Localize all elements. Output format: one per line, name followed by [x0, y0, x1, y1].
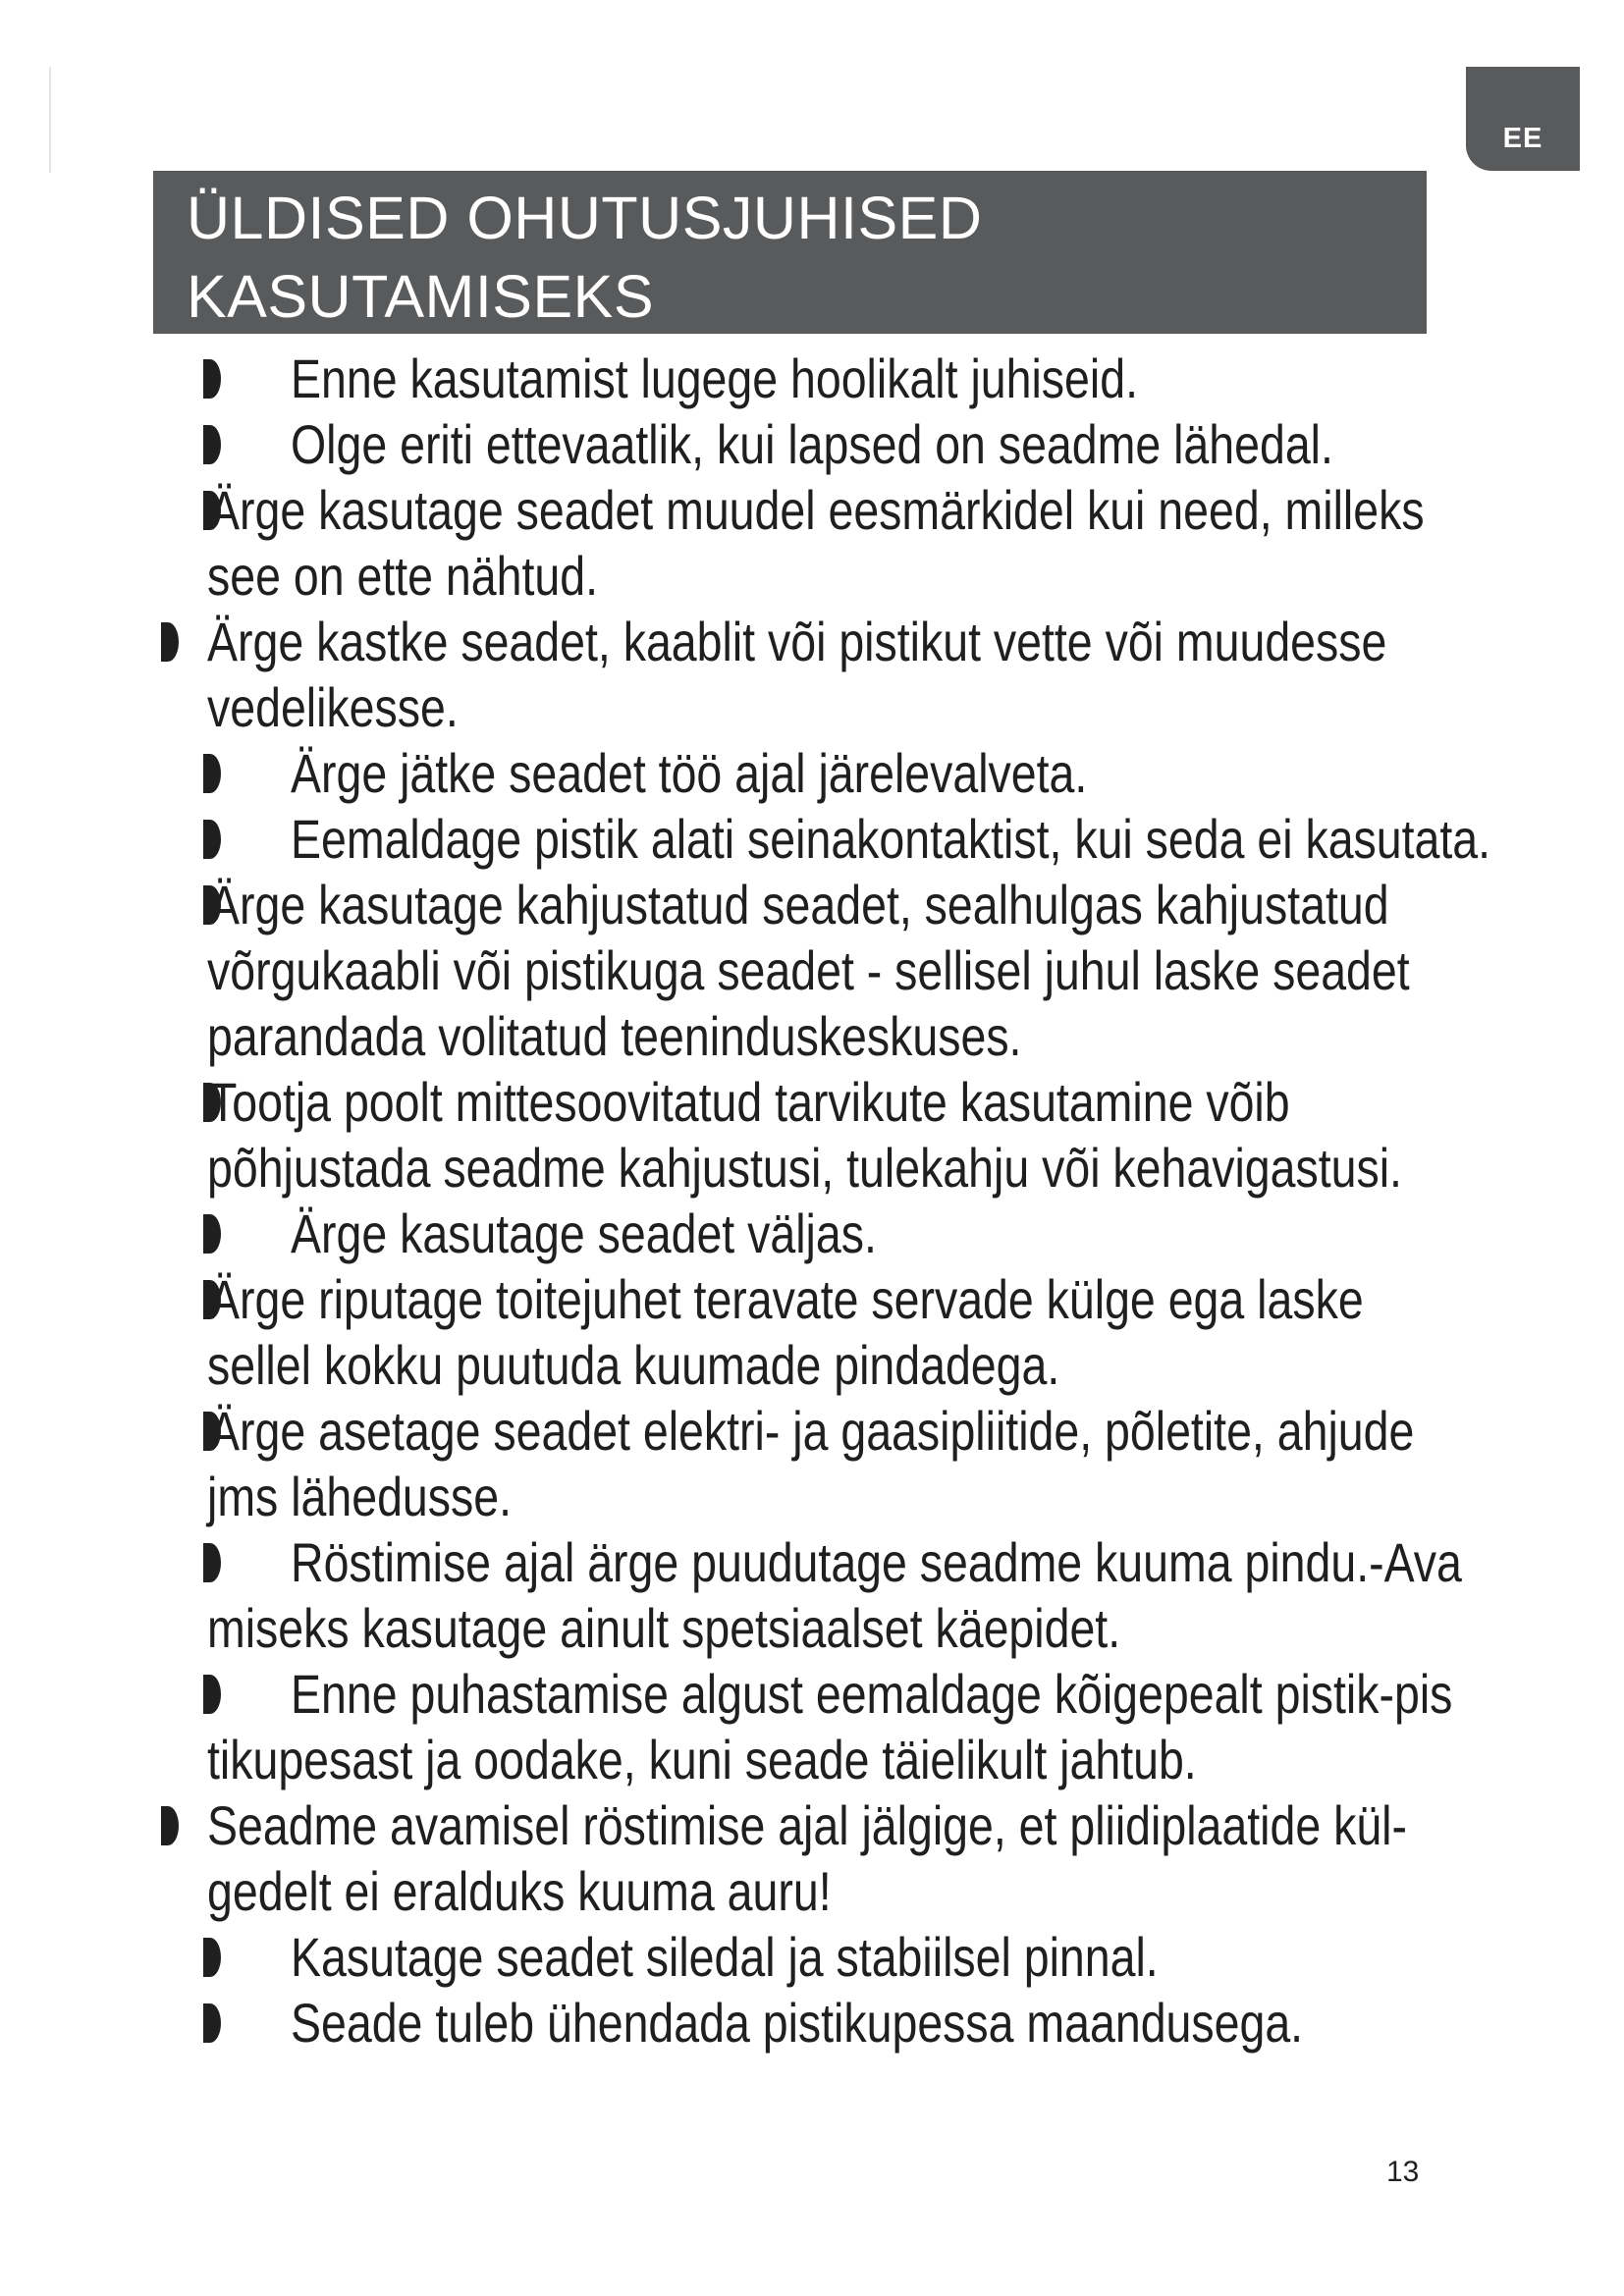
list-item — [0, 1990, 1624, 2056]
page-edge-mark — [49, 67, 51, 173]
item-text: Ärge kastke seadet, kaablit või pistikut vette või muudesse — [207, 611, 1387, 672]
item-text-continued: põhjustada seadme kahjustusi, tulekahju või kehavigastusi. — [207, 1137, 1402, 1199]
bullet-icon — [199, 359, 221, 399]
list-item — [0, 1661, 1624, 1792]
safety-instructions-list — [0, 346, 1624, 2056]
item-text: Seade tuleb ühendada pistikupessa maandusega. — [291, 1992, 1304, 2054]
list-item — [0, 872, 1624, 1069]
item-text: Ärge kasutage seadet muudel eesmärkidel kui need, milleks — [209, 479, 1425, 541]
item-text: Tootja poolt mittesoovitatud tarvikute kasutamine võib — [209, 1071, 1290, 1133]
bullet-icon — [199, 1675, 221, 1714]
list-item — [0, 1398, 1624, 1529]
section-header — [153, 171, 1427, 334]
list-item — [0, 1792, 1624, 1924]
bullet-icon — [199, 425, 221, 464]
list-item — [0, 1924, 1624, 1990]
item-text: Röstimise ajal ärge puudutage seadme kuuma pindu.-Ava — [291, 1531, 1462, 1593]
item-text: Ärge riputage toitejuhet teravate servade külge ega laske — [209, 1268, 1364, 1330]
list-item — [0, 609, 1624, 740]
item-text: Seadme avamisel röstimise ajal jälgige, et pliidiplaatide kül- — [207, 1794, 1407, 1856]
item-text: Kasutage seadet siledal ja stabiilsel pinnal. — [291, 1926, 1159, 1988]
item-text-continued: jms lähedusse. — [207, 1466, 513, 1527]
item-text-continued: vedelikesse. — [207, 676, 459, 738]
list-item — [0, 1201, 1624, 1266]
list-item — [0, 806, 1624, 872]
item-text: Eemaldage pistik alati seinakontaktist, kui seda ei kasutata. — [291, 808, 1491, 870]
page-number: 13 — [1386, 2156, 1420, 2188]
section-title-line-2: KASUTAMISEKS — [187, 263, 655, 330]
list-item — [0, 1069, 1624, 1201]
bullet-icon — [199, 2003, 221, 2043]
language-tab-label: EE — [1502, 123, 1543, 154]
list-item — [0, 740, 1624, 806]
bullet-icon — [157, 622, 179, 662]
bullet-icon — [157, 1806, 179, 1845]
item-text-continued: võrgukaabli või pistikuga seadet - sellisel juhul laske seadet — [207, 939, 1410, 1001]
section-title-line-1: ÜLDISED OHUTUSJUHISED — [187, 185, 983, 251]
item-text: Enne puhastamise algust eemaldage kõigepealt pistik-pis — [291, 1663, 1453, 1725]
list-item — [0, 1266, 1624, 1398]
bullet-icon — [199, 754, 221, 793]
item-text: Ärge asetage seadet elektri- ja gaasipliitide, põletite, ahjude — [209, 1400, 1415, 1462]
bullet-icon — [199, 820, 221, 859]
item-text: Ärge kasutage seadet väljas. — [291, 1202, 877, 1264]
list-item — [0, 1529, 1624, 1661]
item-text: Olge eriti ettevaatlik, kui lapsed on seadme lähedal. — [291, 413, 1333, 475]
bullet-icon — [199, 1938, 221, 1977]
list-item — [0, 411, 1624, 477]
list-item — [0, 346, 1624, 411]
item-text-continued: gedelt ei eralduks kuuma auru! — [207, 1860, 832, 1922]
bullet-icon — [199, 1543, 221, 1582]
item-text-continued: tikupesast ja oodake, kuni seade täielikult jahtub. — [207, 1729, 1197, 1790]
item-text: Ärge jätke seadet töö ajal järelevalveta. — [291, 742, 1088, 804]
item-text: Ärge kasutage kahjustatud seadet, sealhulgas kahjustatud — [209, 874, 1389, 935]
item-text: Enne kasutamist lugege hoolikalt juhiseid. — [291, 347, 1138, 409]
language-tab — [1466, 67, 1580, 171]
bullet-icon — [199, 1214, 221, 1254]
list-item — [0, 477, 1624, 609]
item-text-continued: parandada volitatud teeninduskeskuses. — [207, 1005, 1022, 1067]
item-text-continued: sellel kokku puutuda kuumade pindadega. — [207, 1334, 1060, 1396]
item-text-continued: see on ette nähtud. — [207, 545, 598, 607]
item-text-continued: miseks kasutage ainult spetsiaalset käepidet. — [207, 1597, 1121, 1659]
